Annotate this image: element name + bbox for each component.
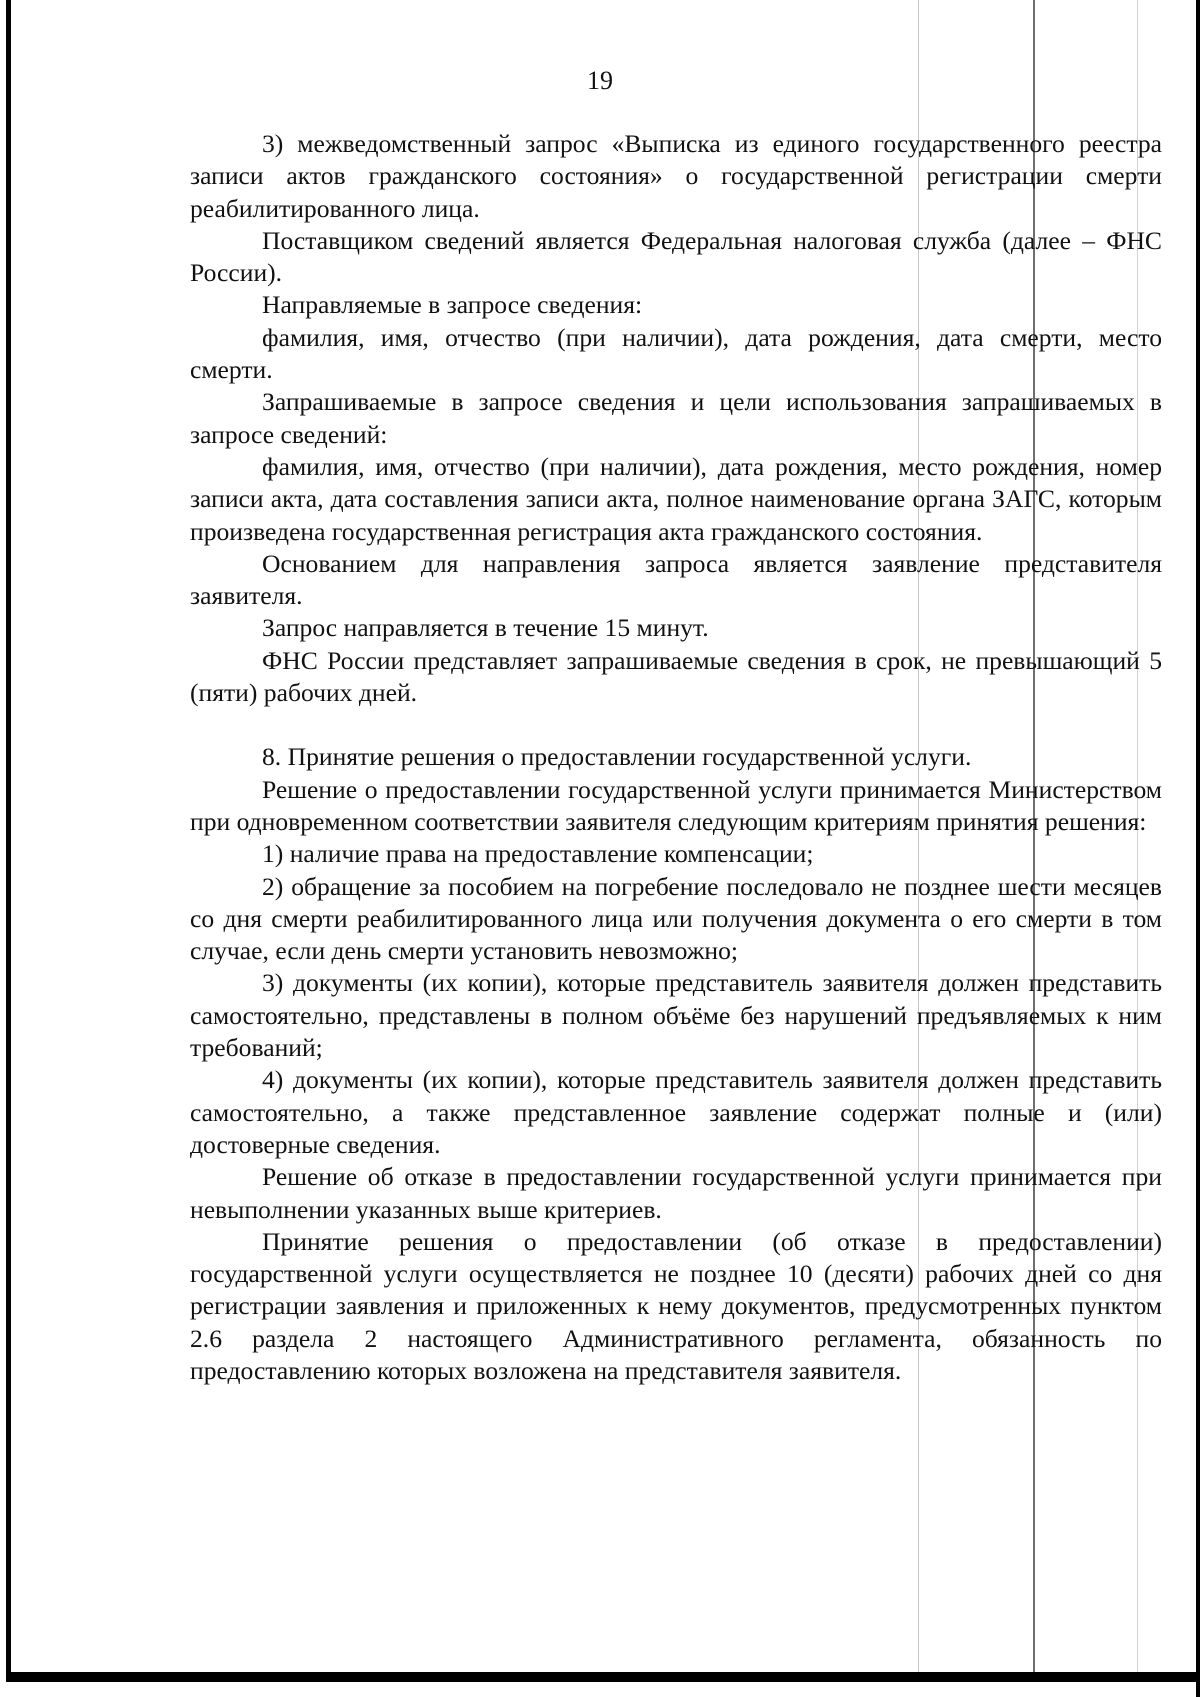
scan-border-bottom [6,1672,1200,1682]
paragraph: 4) документы (их копии), которые представитель заявителя должен представить самостоятельно, а также представленное заявление содержат полные и (или) достоверные сведения. [190,1065,1162,1159]
scan-border-left [6,0,11,1680]
paragraph: фамилия, имя, отчество (при наличии), дата рождения, место рождения, номер записи акта, дата составления записи акта, полное наименование органа ЗАГС, которым произведена государственная регистрация акта гражданского состояния. [190,451,1162,546]
paragraph: Запрос направляется в течение 15 минут. [262,613,709,643]
paragraph: Решение о предоставлении государственной услуги принимается Министерством при одновременном соответствии заявителя следующим критериям принятия решения: [190,774,1162,836]
paragraph: Поставщиком сведений является Федеральная налоговая служба (далее – ФНС России). [190,225,1162,288]
paragraph: 3) документы (их копии), которые представитель заявителя должен представить самостоятельно, представлены в полном объёме без нарушений предъявляемых к ним требований; [190,968,1162,1063]
paragraph: 3) межведомственный запрос «Выписка из единого государственного реестра записи актов гражданского состояния» о государственной регистрации смерти реабилитированного лица. [190,129,1162,223]
paragraph: фамилия, имя, отчество (при наличии), дата рождения, дата смерти, место смерти. [190,322,1162,385]
document-body [190,128,1162,1387]
paragraph: Решение об отказе в предоставлении государственной услуги принимается при невыполнении указанных выше критериев. [190,1162,1162,1224]
section-spacer [190,709,1162,741]
paragraph: Запрашиваемые в запросе сведения и цели использования запрашиваемых в запросе сведений: [190,387,1162,449]
paragraph: Направляемые в запросе сведения: [262,290,643,320]
paragraph: 1) наличие права на предоставление компенсации; [262,839,814,869]
paragraph: 2) обращение за пособием на погребение последовало не позднее шести месяцев со дня смерти реабилитированного лица или получения документа о его смерти в том случае, если день смерти установить невозможно; [190,871,1162,966]
scan-border-right [1196,0,1200,1697]
paragraph: Принятие решения о предоставлении (об отказе в предоставлении) государственной услуги осуществляется не позднее 10 (десяти) рабочих дней со дня регистрации заявления и приложенных к нему документов, предусмотренных пунктом 2.6 раздела 2 настоящего Административного регламента, обязанность по предоставлению которых возложена на представителя заявителя. [190,1226,1162,1385]
page-number: 19 [587,66,613,95]
paragraph: Основанием для направления запроса является заявление представителя заявителя. [190,548,1162,611]
section-heading: 8. Принятие решения о предоставлении государственной услуги. [262,742,972,772]
paragraph: ФНС России представляет запрашиваемые сведения в срок, не превышающий 5 (пяти) рабочих дней. [190,645,1162,708]
